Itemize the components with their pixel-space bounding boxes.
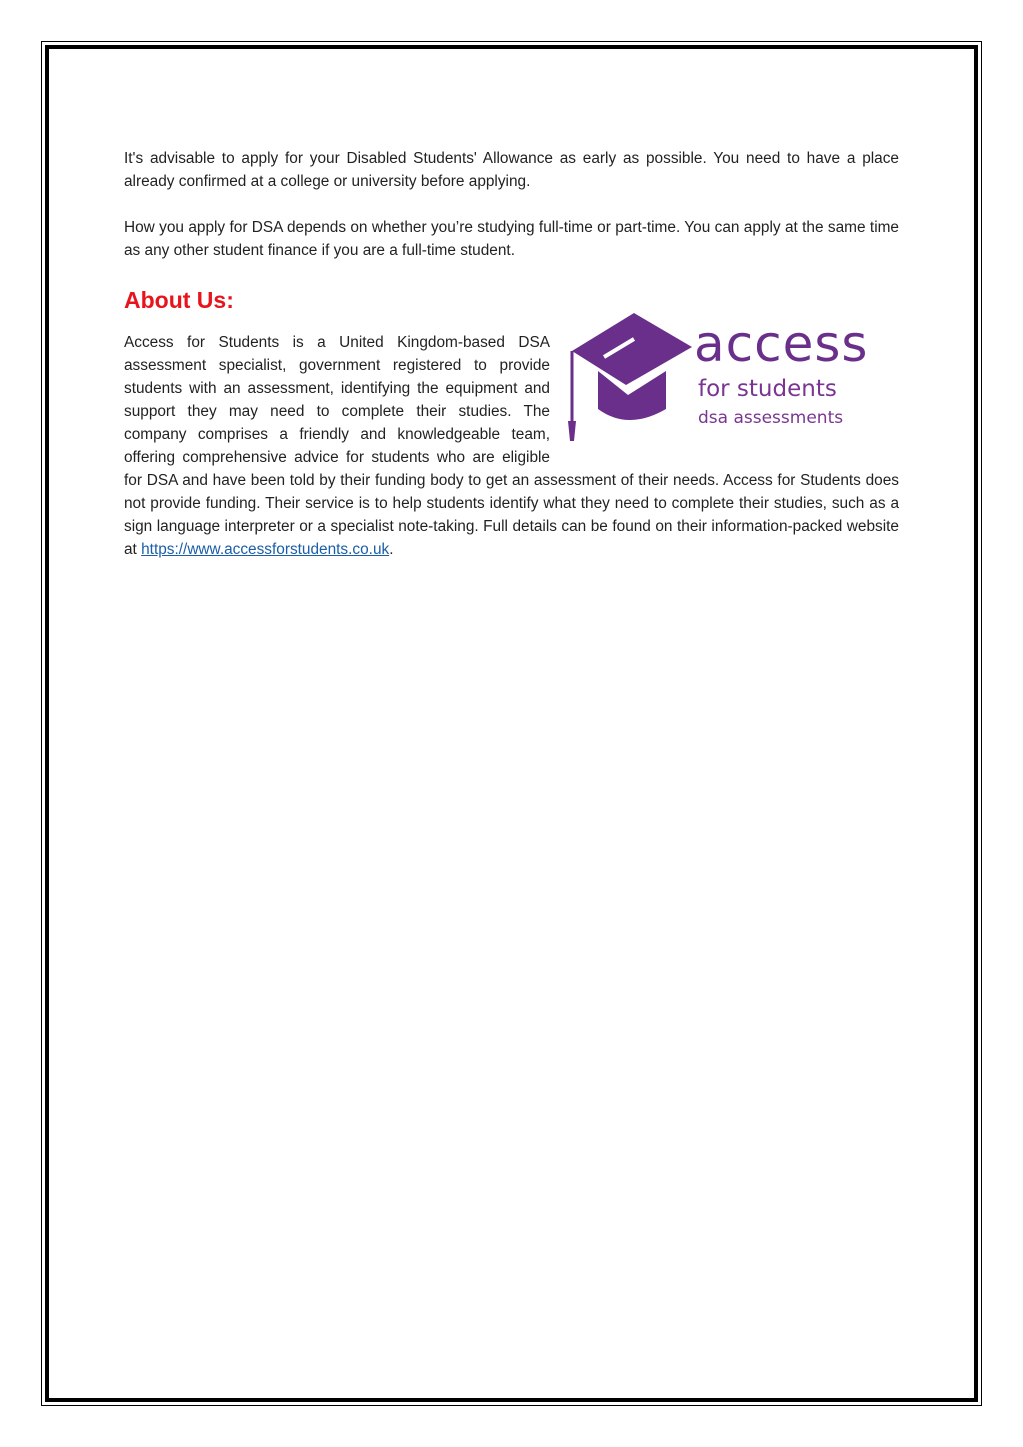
logo-subtitle: for students: [698, 376, 837, 402]
about-us-text: Access for Students is a United Kingdom-based DSA assessment specialist, government registered to provide students with an assessment, identifying the equipment and support they may need to complete their studies. The company comprises a friendly and knowledgeable team, offering comprehensive advice for students who are eligible for DSA and have been told by their funding body to get an assessment of their needs. Access for Students does not provide funding. Their service is to help students identify what they need to complete their studies, such as a sign language interpreter or a specialist note-taking. Full details can be found on their information-packed website at: [124, 334, 899, 558]
about-us-heading: About Us:: [124, 287, 234, 313]
document-body: [124, 147, 899, 561]
intro-paragraph-2: How you apply for DSA depends on whether you’re studying full-time or part-time. You can apply at the same time as any other student finance if you are a full-time student.: [124, 219, 899, 259]
website-link[interactable]: https://www.accessforstudents.co.uk: [141, 541, 390, 558]
graduation-cap-icon: [564, 313, 694, 448]
logo-wordmark: access: [694, 315, 869, 373]
access-for-students-logo: [564, 313, 899, 448]
about-us-period: .: [389, 541, 394, 558]
logo-tagline: dsa assessments: [698, 408, 844, 428]
intro-paragraph-1: It's advisable to apply for your Disabled Students' Allowance as early as possible. You need to have a place already confirmed at a college or university before applying.: [124, 150, 899, 190]
